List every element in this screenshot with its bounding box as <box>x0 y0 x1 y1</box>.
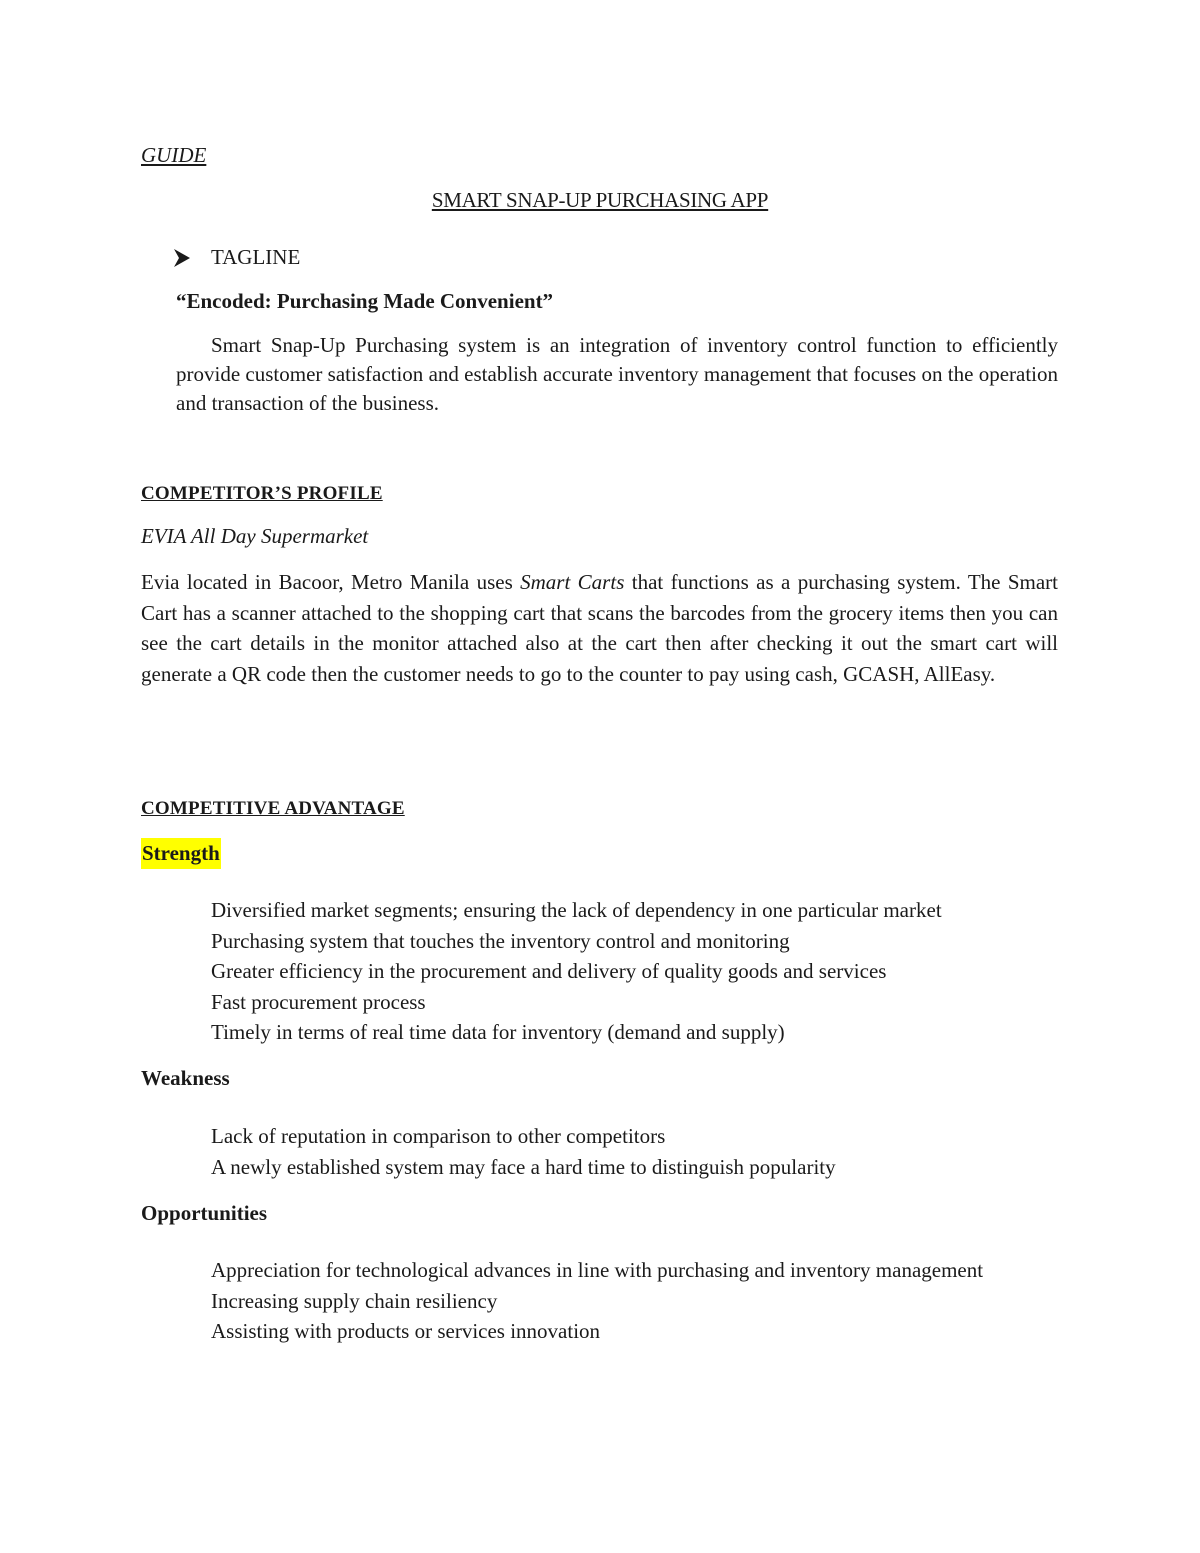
guide-label: GUIDE <box>141 143 207 167</box>
list-item: Purchasing system that touches the inventory control and monitoring <box>211 928 790 953</box>
tagline-quote: “Encoded: Purchasing Made Convenient” <box>176 289 554 313</box>
list-item: Increasing supply chain resiliency <box>211 1288 498 1313</box>
opportunities-heading: Opportunities <box>141 1201 268 1225</box>
competitor-paragraph-text: Evia located in Bacoor, Metro Manila uses <box>141 570 521 594</box>
competitor-name: EVIA All Day Supermarket <box>141 524 369 548</box>
arrow-bullet-icon <box>172 247 192 269</box>
list-item: Timely in terms of real time data for inventory (demand and supply) <box>211 1020 785 1044</box>
list-item: Greater efficiency in the procurement and delivery of quality goods and services <box>211 959 887 983</box>
document-title: SMART SNAP-UP PURCHASING APP <box>431 188 769 212</box>
weakness-list <box>211 1121 836 1182</box>
list-item: Appreciation for technological advances in line with purchasing and inventory management <box>211 1258 984 1282</box>
tagline-heading: TAGLINE <box>211 245 301 269</box>
list-item: Lack of reputation in comparison to other competitors <box>211 1124 666 1148</box>
list-item: Fast procurement process <box>211 989 426 1014</box>
list-item: Assisting with products or services innovation <box>211 1319 601 1343</box>
strength-list <box>211 895 942 1048</box>
tagline-bullet <box>172 242 300 273</box>
list-item: Diversified market segments; ensuring the lack of dependency in one particular market <box>211 898 942 922</box>
competitor-paragraph <box>141 567 1058 689</box>
strength-heading: Strength <box>141 838 221 869</box>
competitive-advantage-heading: COMPETITIVE ADVANTAGE <box>141 798 405 819</box>
list-item: A newly established system may face a hard time to distinguish popularity <box>211 1154 836 1179</box>
competitor-paragraph-text: that functions as a purchasing system. The Smart Cart has a scanner attached to the shopping cart that scans the barcodes from the grocery items then you can see the cart details in the monitor attached also at the cart then after checking it out the smart cart will generate a QR code then the customer needs to go to the counter to pay using cash, GCASH, AllEasy. <box>141 570 1059 686</box>
opportunities-list <box>211 1255 1058 1347</box>
competitor-profile-heading: COMPETITOR’S PROFILE <box>141 483 383 504</box>
intro-paragraph: Smart Snap-Up Purchasing system is an integration of inventory control function to efficiently provide customer satisfaction and establish accurate inventory management that focuses on the operation and transaction of the business. <box>176 333 1058 415</box>
weakness-heading: Weakness <box>141 1066 230 1090</box>
smart-carts-term: Smart Carts <box>520 570 625 594</box>
